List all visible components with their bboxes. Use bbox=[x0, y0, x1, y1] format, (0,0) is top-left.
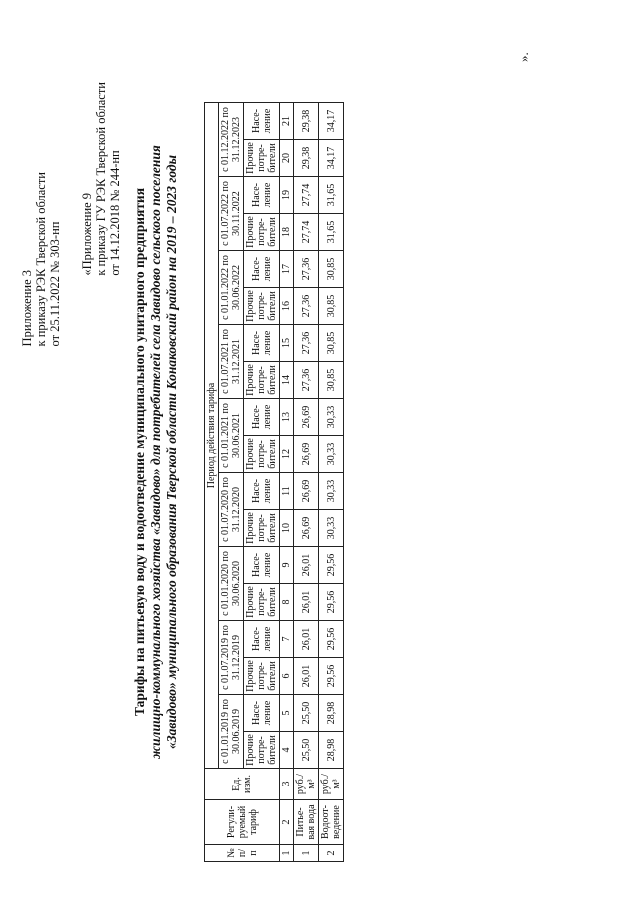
tariff-value: 26,69 bbox=[294, 436, 319, 473]
tariff-value: 27,36 bbox=[294, 362, 319, 399]
column-number: 3 bbox=[280, 769, 294, 800]
period-cell: с 01.07.2019 по 31.12.2019 bbox=[219, 621, 244, 695]
column-number: 5 bbox=[280, 695, 294, 732]
row-no: 2 bbox=[319, 845, 344, 862]
rotated-sheet bbox=[20, 12, 620, 892]
subheader-other: Прочие потре-бители bbox=[244, 362, 280, 399]
tariff-value: 29,56 bbox=[319, 658, 344, 695]
column-number: 10 bbox=[280, 510, 294, 547]
subheader-other: Прочие потре-бители bbox=[244, 658, 280, 695]
tariff-value: 26,01 bbox=[294, 547, 319, 584]
subheader-population: Насе-ление bbox=[244, 325, 280, 362]
tariff-value: 30,33 bbox=[319, 473, 344, 510]
title-line: жилищно-коммунального хозяйства «Завидово» для потребителей села Завидово сельского поселения bbox=[148, 145, 163, 759]
table-period-row bbox=[219, 103, 244, 862]
subheader-other: Прочие потре-бители bbox=[244, 288, 280, 325]
column-number: 4 bbox=[280, 732, 294, 769]
column-number: 21 bbox=[280, 103, 294, 140]
column-number: 17 bbox=[280, 251, 294, 288]
column-number: 12 bbox=[280, 436, 294, 473]
column-number: 15 bbox=[280, 325, 294, 362]
document-title bbox=[132, 52, 180, 852]
subheader-population: Насе-ление bbox=[244, 473, 280, 510]
column-number: 18 bbox=[280, 214, 294, 251]
period-cell: с 01.01.2021 по 30.06.2021 bbox=[219, 399, 244, 473]
appendix-line: от 14.12.2018 № 244-нп bbox=[108, 150, 122, 276]
column-number: 1 bbox=[280, 845, 294, 862]
column-number: 19 bbox=[280, 177, 294, 214]
column-number: 8 bbox=[280, 584, 294, 621]
table-header-row bbox=[205, 103, 219, 862]
tariff-table bbox=[204, 102, 344, 862]
tariff-value: 30,33 bbox=[319, 436, 344, 473]
row-unit: руб./м³ bbox=[319, 769, 344, 800]
tariff-value: 30,85 bbox=[319, 325, 344, 362]
subheader-other: Прочие потре-бители bbox=[244, 436, 280, 473]
tariff-value: 29,38 bbox=[294, 140, 319, 177]
title-line: «Завидово» муниципального образования Тверской области Конаковский район на 2019 – 2023 годы bbox=[164, 155, 179, 749]
period-cell: с 01.01.2019 по 30.06.2019 bbox=[219, 695, 244, 769]
subheader-other: Прочие потре-бители bbox=[244, 510, 280, 547]
tariff-value: 27,36 bbox=[294, 325, 319, 362]
table-subheader-row bbox=[244, 103, 280, 862]
column-number: 6 bbox=[280, 658, 294, 695]
column-number: 13 bbox=[280, 399, 294, 436]
tariff-value: 29,56 bbox=[319, 584, 344, 621]
tariff-value: 26,01 bbox=[294, 584, 319, 621]
row-name: Водоот-ведение bbox=[319, 800, 344, 845]
tariff-value: 29,56 bbox=[319, 621, 344, 658]
appendix-line: Приложение 3 bbox=[20, 269, 34, 347]
header-no: № п/п bbox=[205, 845, 280, 862]
tariff-value: 26,69 bbox=[294, 473, 319, 510]
tariff-value: 25,50 bbox=[294, 695, 319, 732]
appendix-line: к приказу РЭК Тверской области bbox=[34, 172, 48, 347]
subheader-population: Насе-ление bbox=[244, 695, 280, 732]
column-number: 16 bbox=[280, 288, 294, 325]
tariff-value: 27,74 bbox=[294, 214, 319, 251]
column-number: 2 bbox=[280, 800, 294, 845]
tariff-value: 25,50 bbox=[294, 732, 319, 769]
appendix-line: «Приложение 9 bbox=[80, 192, 94, 276]
subheader-population: Насе-ление bbox=[244, 177, 280, 214]
tariff-value: 30,85 bbox=[319, 288, 344, 325]
appendix-header bbox=[20, 172, 62, 346]
subheader-population: Насе-ление bbox=[244, 251, 280, 288]
period-cell: с 01.01.2022 по 30.06.2022 bbox=[219, 251, 244, 325]
tariff-value: 30,85 bbox=[319, 362, 344, 399]
header-unit: Ед. изм. bbox=[205, 769, 280, 800]
column-number: 7 bbox=[280, 621, 294, 658]
tariff-value: 34,17 bbox=[319, 103, 344, 140]
table-row bbox=[294, 103, 319, 862]
appendix-line: от 25.11.2022 № 303-нп bbox=[48, 221, 62, 347]
tariff-value: 28,98 bbox=[319, 695, 344, 732]
appendix-line: к приказу ГУ РЭК Тверской области bbox=[94, 82, 108, 276]
header-period: Период действия тарифа bbox=[205, 103, 219, 769]
column-number: 20 bbox=[280, 140, 294, 177]
tariff-value: 26,01 bbox=[294, 621, 319, 658]
tariff-value: 30,33 bbox=[319, 510, 344, 547]
tariff-value: 31,65 bbox=[319, 177, 344, 214]
tariff-value: 29,56 bbox=[319, 547, 344, 584]
tariff-value: 27,74 bbox=[294, 177, 319, 214]
period-cell: с 01.12.2022 по 31.12.2023 bbox=[219, 103, 244, 177]
subheader-population: Насе-ление bbox=[244, 621, 280, 658]
table-row bbox=[319, 103, 344, 862]
period-cell: с 01.07.2022 по 30.11.2022 bbox=[219, 177, 244, 251]
subheader-other: Прочие потре-бители bbox=[244, 584, 280, 621]
subheader-other: Прочие потре-бители bbox=[244, 140, 280, 177]
period-cell: с 01.07.2021 по 31.12.2021 bbox=[219, 325, 244, 399]
tariff-value: 29,38 bbox=[294, 103, 319, 140]
tariff-value: 31,65 bbox=[319, 214, 344, 251]
tariff-value: 27,36 bbox=[294, 288, 319, 325]
closing-quote: ». bbox=[516, 52, 531, 62]
period-cell: с 01.01.2020 по 30.06.2020 bbox=[219, 547, 244, 621]
subheader-other: Прочие потре-бители bbox=[244, 214, 280, 251]
subheader-population: Насе-ление bbox=[244, 399, 280, 436]
header-tariff: Регули-руемый тариф bbox=[205, 800, 280, 845]
row-name: Питье-вая вода bbox=[294, 800, 319, 845]
column-number: 11 bbox=[280, 473, 294, 510]
table-column-numbers-row bbox=[280, 103, 294, 862]
tariff-value: 26,69 bbox=[294, 510, 319, 547]
subheader-population: Насе-ление bbox=[244, 103, 280, 140]
tariff-value: 28,98 bbox=[319, 732, 344, 769]
tariff-value: 26,69 bbox=[294, 399, 319, 436]
column-number: 9 bbox=[280, 547, 294, 584]
tariff-value: 34,17 bbox=[319, 140, 344, 177]
tariff-value: 26,01 bbox=[294, 658, 319, 695]
row-no: 1 bbox=[294, 845, 319, 862]
original-appendix-header bbox=[80, 82, 122, 276]
title-line: Тарифы на питьевую воду и водоотведение муниципального унитарного предприятия bbox=[132, 188, 147, 716]
tariff-value: 27,36 bbox=[294, 251, 319, 288]
row-unit: руб./м³ bbox=[294, 769, 319, 800]
column-number: 14 bbox=[280, 362, 294, 399]
subheader-other: Прочие потре-бители bbox=[244, 732, 280, 769]
subheader-population: Насе-ление bbox=[244, 547, 280, 584]
tariff-value: 30,33 bbox=[319, 399, 344, 436]
period-cell: с 01.07.2020 по 31.12.2020 bbox=[219, 473, 244, 547]
tariff-value: 30,85 bbox=[319, 251, 344, 288]
